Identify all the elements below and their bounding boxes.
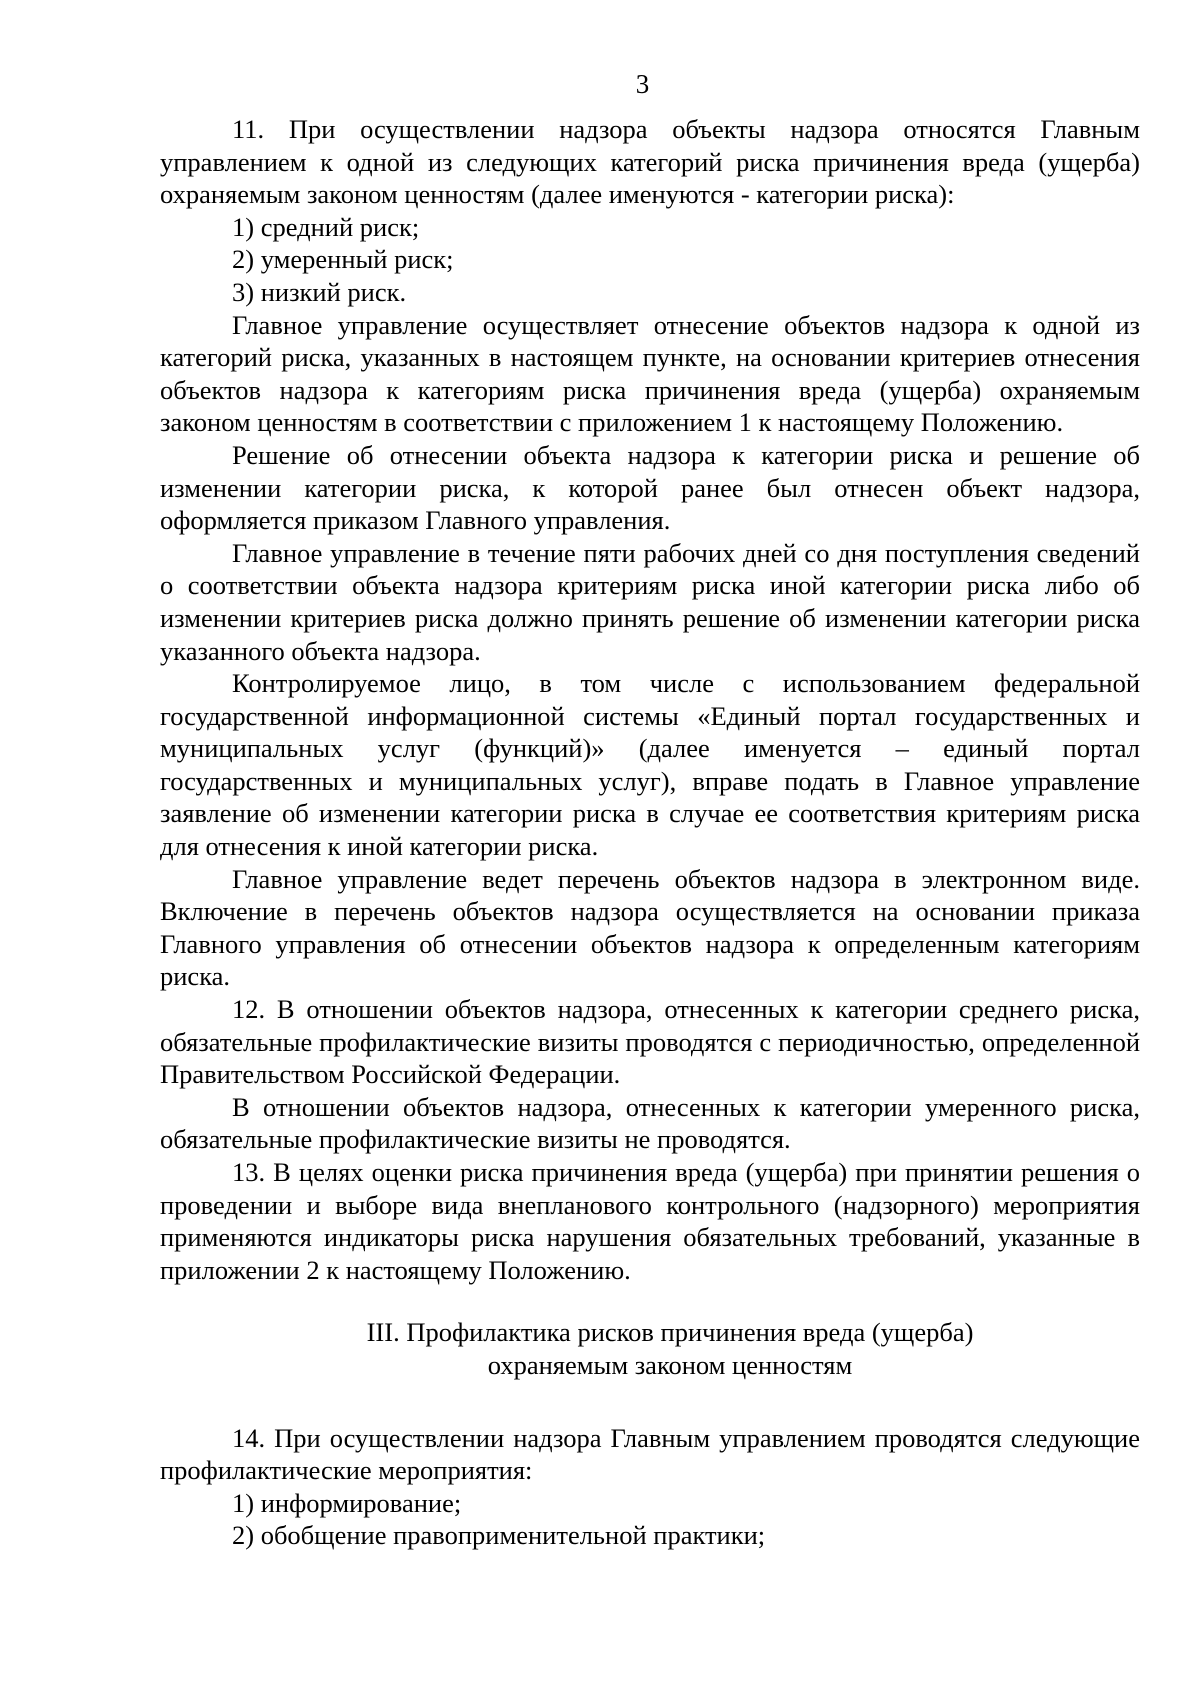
- paragraph: Главное управление в течение пяти рабочих дней со дня поступления сведений о соответствии объекта надзора критериям риска иной категории риска либо об изменении критериев риска должно принять решение об изменении категории риска указанного объекта надзора.: [160, 537, 1140, 666]
- paragraph: Главное управление ведет перечень объектов надзора в электронном виде. Включение в перечень объектов надзора осуществляется на основании приказа Главного управления об отнесении объектов надзора к определенным категориям риска.: [160, 863, 1140, 992]
- section-heading-line: III. Профилактика рисков причинения вреда (ущерба): [366, 1317, 974, 1348]
- list-item: 3) низкий риск.: [232, 276, 407, 307]
- list-item: 2) умеренный риск;: [232, 244, 454, 275]
- paragraph-12: 12. В отношении объектов надзора, отнесенных к категории среднего риска, обязательные профилактические визиты проводятся с периодичностью, определенной Правительством Российской Федерации.: [160, 994, 1140, 1090]
- paragraph-13: 13. В целях оценки риска причинения вреда (ущерба) при принятии решения о проведении и выборе вида внепланового контрольного (надзорного) мероприятия применяются индикаторы риска нарушения обязательных требований, указанные в приложении 2 к настоящему Положению.: [160, 1157, 1140, 1285]
- list-item: 1) средний риск;: [232, 211, 420, 242]
- paragraph: Главное управление осуществляет отнесение объектов надзора к одной из категорий риска, указанных в настоящем пункте, на основании критериев отнесения объектов надзора к категориям риска причинения вреда (ущерба) охраняемым законом ценностям в соответствии с приложением 1 к настоящему Положению.: [160, 309, 1140, 438]
- list-item: 1) информирование;: [232, 1487, 462, 1518]
- document-body: [160, 113, 1140, 1552]
- paragraph-11: 11. При осуществлении надзора объекты надзора относятся Главным управлением к одной из следующих категорий риска причинения вреда (ущерба) охраняемым законом ценностям (далее именуются - категории риска):: [160, 114, 1140, 210]
- paragraph: Контролируемое лицо, в том числе с использованием федеральной государственной информационной системы «Единый портал государственных и муниципальных услуг (функций)» (далее именуется – единый портал государственных и муниципальных услуг), вправе подать в Главное управление заявление об изменении категории риска в случае ее соответствия критериям риска для отнесения к иной категории риска.: [160, 668, 1140, 862]
- section-heading-line: охраняемым законом ценностям: [487, 1349, 853, 1380]
- list-item: 2) обобщение правоприменительной практики;: [232, 1520, 766, 1551]
- paragraph: В отношении объектов надзора, отнесенных к категории умеренного риска, обязательные профилактические визиты не проводятся.: [160, 1091, 1140, 1155]
- paragraph: Решение об отнесении объекта надзора к категории риска и решение об изменении категории риска, к которой ранее был отнесен объект надзора, оформляется приказом Главного управления.: [160, 439, 1140, 536]
- section-heading: [160, 1316, 1140, 1381]
- paragraph-14: 14. При осуществлении надзора Главным управлением проводятся следующие профилактические мероприятия:: [160, 1422, 1140, 1486]
- page-number: 3: [635, 69, 650, 99]
